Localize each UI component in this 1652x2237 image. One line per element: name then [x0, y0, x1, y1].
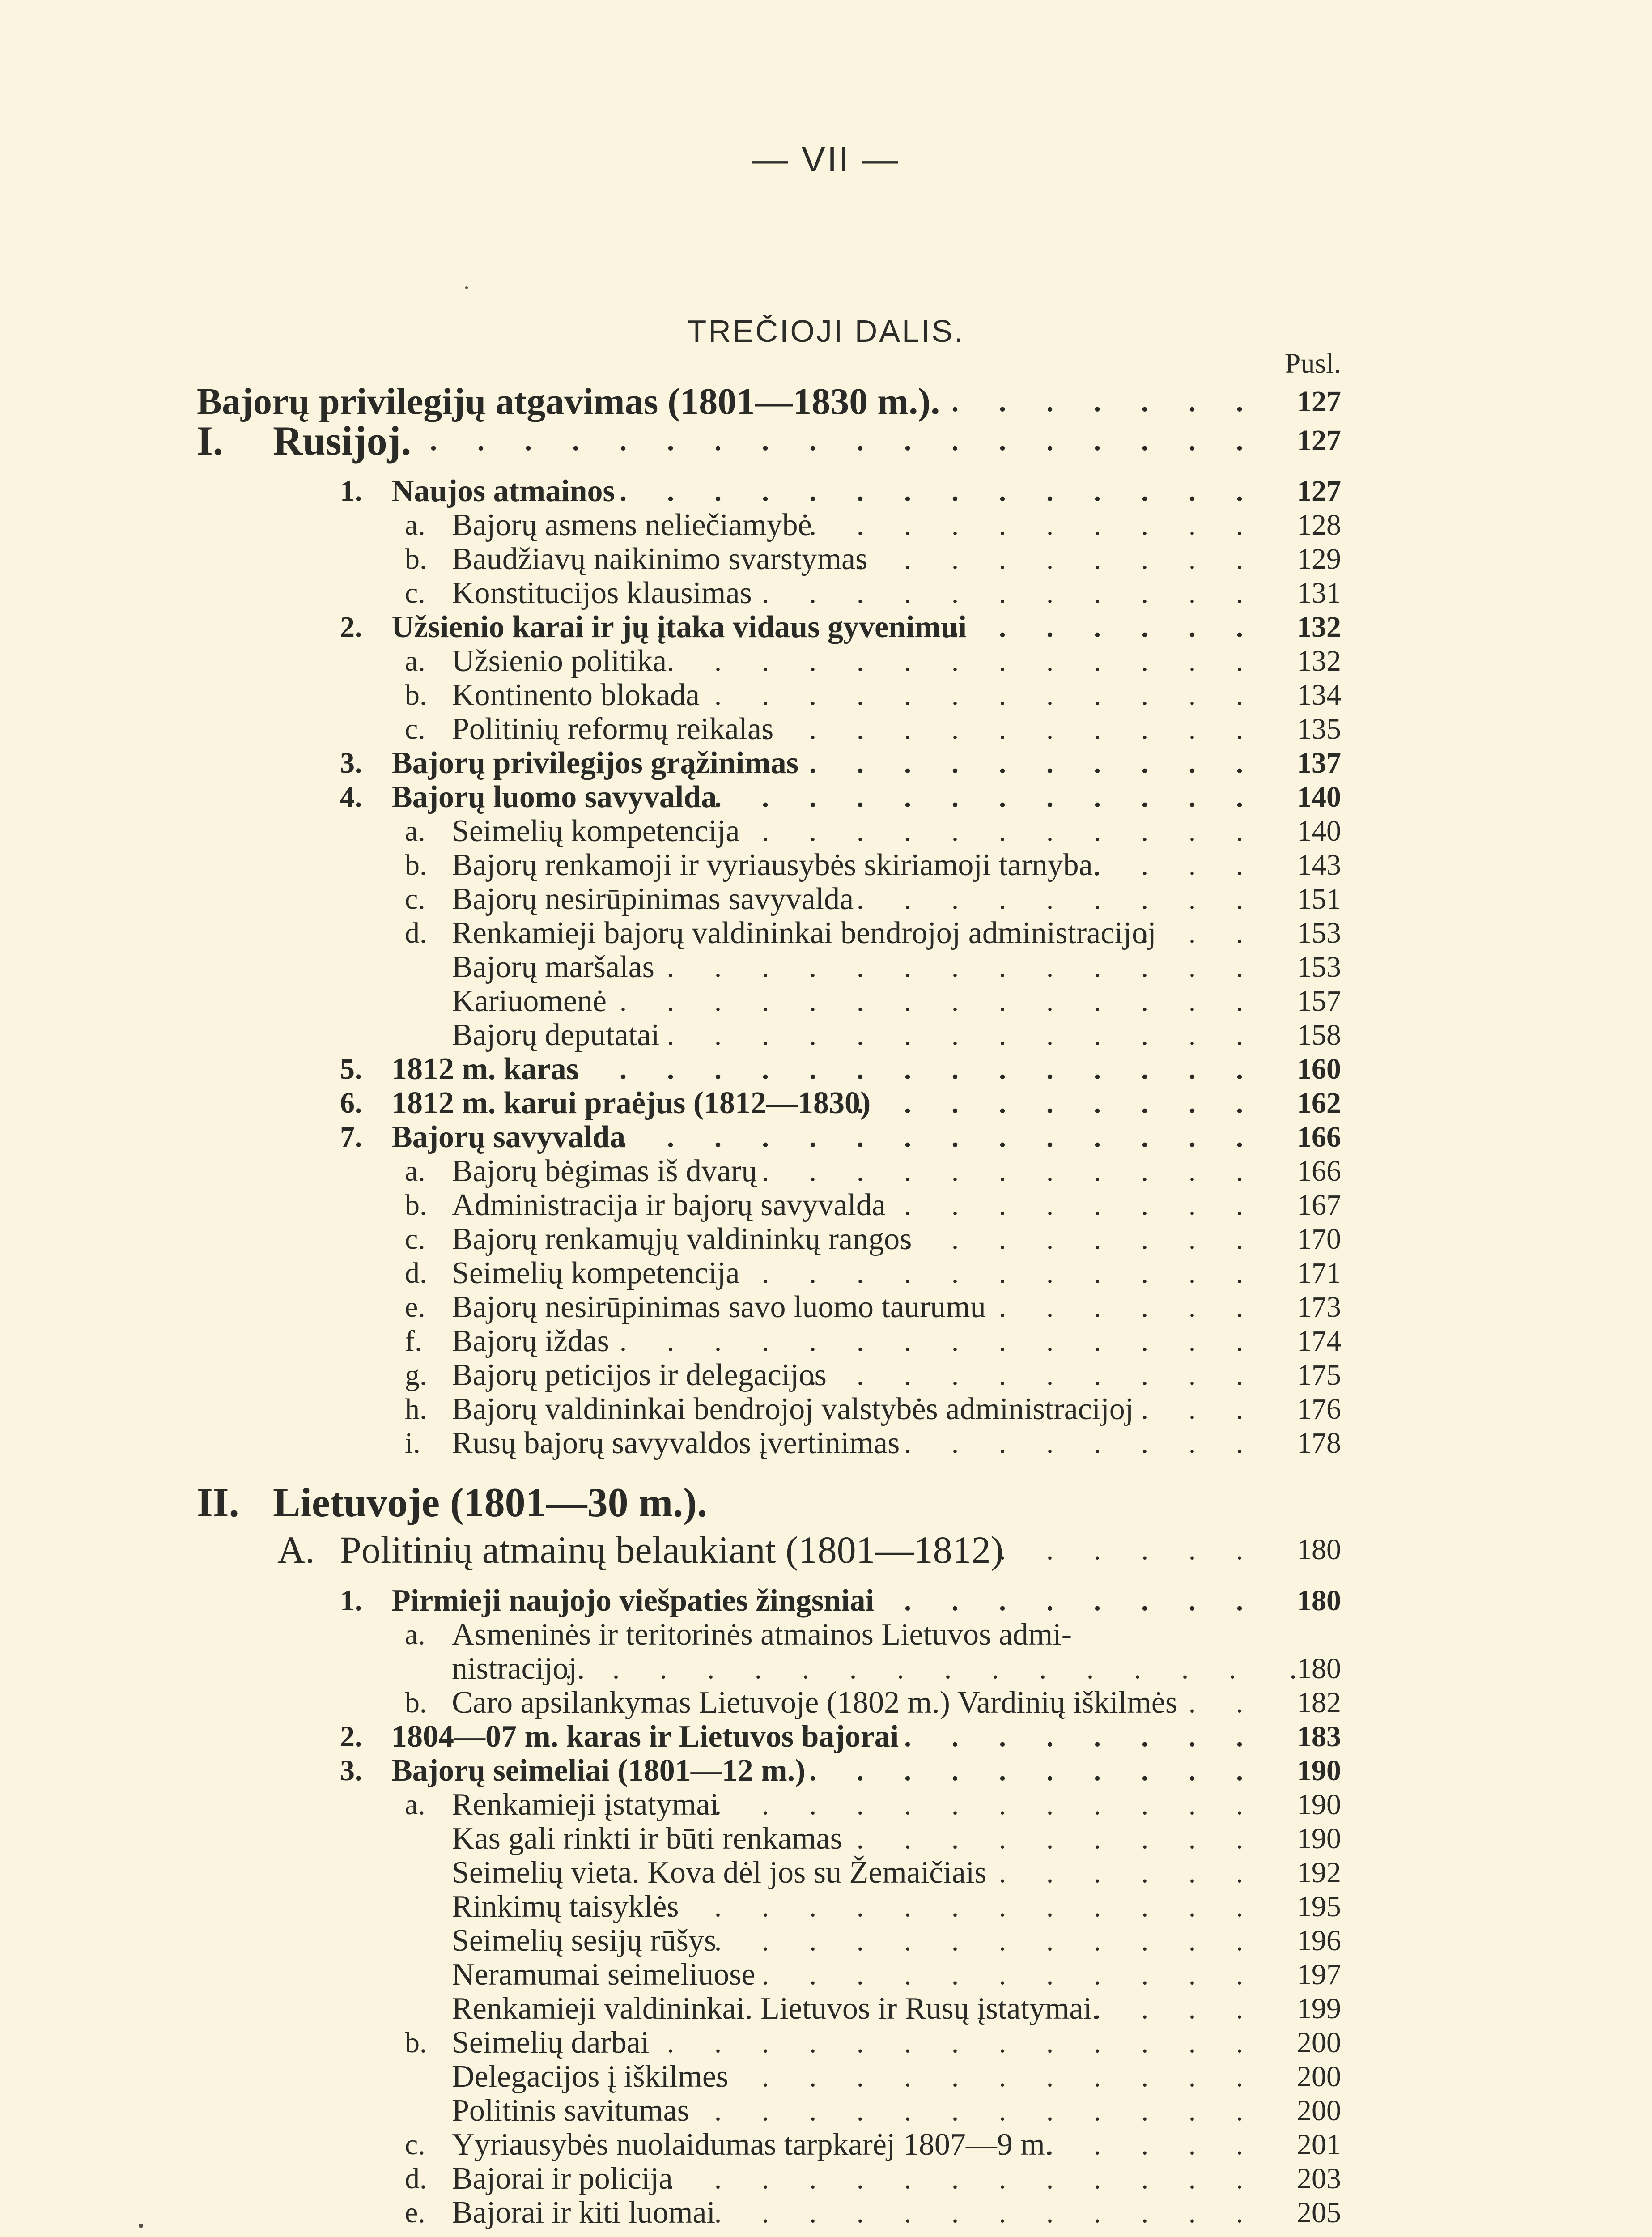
toc-page-number: 127	[1297, 424, 1341, 457]
toc-entry-number: b.	[405, 1686, 427, 1719]
toc-entry-title: Baudžiavų naikinimo svarstymas	[452, 542, 868, 576]
toc-entry-title: Užsienio karai ir jų įtaka vidaus gyvenimui	[391, 610, 967, 644]
toc-entry-number: c.	[405, 883, 425, 915]
toc-entry-title: Bajorų maršalas	[452, 950, 654, 984]
toc-entry-number: d.	[405, 2162, 427, 2195]
dot-leader: ...	[1141, 917, 1283, 949]
toc-entry	[0, 1017, 1652, 1053]
toc-entry-number: 2.	[340, 1720, 362, 1753]
toc-entry-number: a.	[405, 1788, 425, 1821]
toc-entry-number: i.	[405, 1427, 420, 1459]
toc-entry-title: 1812 m. karas	[391, 1052, 579, 1086]
toc-entry-title: Kas gali rinkti ir būti renkamas	[452, 1821, 842, 1856]
toc-page-number: 190	[1297, 1788, 1341, 1821]
toc-entry	[0, 949, 1652, 985]
toc-page-number: 200	[1297, 2094, 1341, 2127]
toc-entry-title: Bajorų renkamoji ir vyriausybės skiriamoji tarnyba.	[452, 848, 1101, 882]
toc-entry-title: 1812 m. karui praėjus (1812—1830)	[391, 1086, 871, 1120]
toc-page-number: 183	[1297, 1720, 1341, 1753]
toc-page-number: 196	[1297, 1924, 1341, 1957]
toc-entry-number: h.	[405, 1393, 427, 1425]
toc-entry-title: Konstitucijos klausimas	[452, 576, 752, 610]
toc-entry-number: 3.	[340, 1754, 362, 1787]
toc-entry-number: 5.	[340, 1053, 362, 1085]
toc-entry-title: Rusų bajorų savyvaldos įvertinimas	[452, 1426, 900, 1460]
toc-entry	[0, 2025, 1652, 2061]
toc-entry-title: Bajorų renkamųjų valdininkų rangos	[452, 1222, 912, 1256]
dot-leader: ......	[999, 1291, 1283, 1323]
toc-entry-number: 2.	[340, 611, 362, 643]
dot-leader: ......	[999, 1534, 1283, 1565]
toc-page-number: 129	[1297, 543, 1341, 575]
toc-entry	[0, 1719, 1652, 1755]
toc-entry	[0, 1889, 1652, 1925]
toc-entry-title: Lietuvoje (1801—30 m.).	[273, 1480, 707, 1525]
toc-entry-number: 1.	[340, 1584, 362, 1617]
toc-entry-title: nistracijoj.	[452, 1651, 585, 1686]
toc-entry-number: d.	[405, 1257, 427, 1289]
dot-leader: ..............	[620, 1121, 1283, 1153]
toc-entry-number: b.	[405, 1189, 427, 1221]
toc-entry-title: Bajorų privilegijų atgavimas (1801—1830 m.).	[197, 381, 940, 422]
toc-entry-number: e.	[405, 2196, 425, 2229]
dot-leader: ..	[1189, 1687, 1283, 1718]
toc-entry-number: A.	[277, 1528, 315, 1571]
dot-leader: ....	[1094, 1993, 1283, 2024]
dot-leader: .........	[857, 543, 1283, 575]
dot-leader: .........	[857, 1087, 1283, 1119]
dot-leader: ...........	[762, 1959, 1283, 1990]
toc-page-number: .180	[1289, 1652, 1341, 1685]
toc-page-number: 128	[1297, 509, 1341, 541]
toc-page-number: 143	[1297, 849, 1341, 881]
toc-entry-number: 4.	[340, 781, 362, 813]
toc-entry-title: Neramumai seimeliuose	[452, 1957, 756, 1992]
toc-entry-title: Bajorų deputatai	[452, 1018, 660, 1052]
dot-leader: .........	[857, 1823, 1283, 1854]
paper-speck	[139, 2224, 143, 2228]
toc-entry-number: g.	[405, 1359, 427, 1391]
dot-leader: .......	[951, 611, 1283, 643]
toc-page-number: 174	[1297, 1325, 1341, 1357]
dot-leader: .............	[667, 2163, 1283, 2194]
toc-entry	[0, 541, 1652, 577]
toc-entry	[0, 1991, 1652, 2027]
dot-leader: ..........	[809, 509, 1283, 541]
dot-leader: ..............	[620, 985, 1283, 1017]
dot-leader: ...............	[572, 1053, 1283, 1085]
dot-leader: ...........	[762, 815, 1283, 847]
toc-page-number: 167	[1297, 1189, 1341, 1221]
toc-page-number: 178	[1297, 1427, 1341, 1459]
toc-entry-title: Bajorų valdininkai bendrojoj valstybės administracijoj	[452, 1392, 1134, 1426]
toc-entry-number: a.	[405, 1618, 425, 1651]
toc-entry-title: Bajorų iždas	[452, 1324, 609, 1358]
toc-page-number: 192	[1297, 1856, 1341, 1889]
toc-page-number: 175	[1297, 1359, 1341, 1391]
toc-entry-title: Rinkimų taisyklės	[452, 1889, 679, 1924]
toc-page-number: 205	[1297, 2196, 1341, 2229]
toc-entry-title: Seimelių kompetencija	[452, 814, 740, 848]
toc-page-number: 131	[1297, 577, 1341, 609]
toc-entry	[0, 915, 1652, 951]
dot-leader: ......	[999, 1857, 1283, 1888]
toc-page-number: 127	[1297, 475, 1341, 507]
toc-entry	[0, 1787, 1652, 1823]
dot-leader: ..............	[620, 475, 1283, 507]
toc-entry	[0, 677, 1652, 713]
toc-entry	[0, 779, 1652, 815]
toc-page-number: 153	[1297, 951, 1341, 983]
dot-leader: ........	[904, 1223, 1283, 1255]
toc-entry-title: 1804—07 m. karas ir Lietuvos bajorai	[391, 1719, 899, 1754]
toc-entry	[0, 745, 1652, 781]
toc-entry-number: a.	[405, 815, 425, 847]
dot-leader: ..........	[809, 1359, 1283, 1391]
dot-leader: ..................	[430, 425, 1283, 456]
toc-entry-title: Užsienio politika	[452, 644, 667, 678]
toc-entry-number: 1.	[340, 475, 362, 507]
toc-page-number: 171	[1297, 1257, 1341, 1289]
dot-leader: ............	[714, 2197, 1283, 2228]
toc-entry	[0, 2127, 1652, 2163]
toc-entry-number: d.	[405, 917, 427, 949]
toc-entry	[0, 473, 1652, 509]
toc-entry	[0, 1821, 1652, 1857]
toc-entry-title: Renkamieji bajorų valdininkai bendrojoj administracijoj	[452, 916, 1156, 950]
toc-entry-title: Rusijoj.	[273, 418, 412, 464]
toc-entry	[0, 381, 1652, 422]
toc-page-number: 134	[1297, 679, 1341, 711]
toc-page-number: 182	[1297, 1686, 1341, 1719]
toc-entry	[0, 2059, 1652, 2095]
toc-page-number: 200	[1297, 2026, 1341, 2059]
toc-entry-title: Bajorų asmens neliečiamybė	[452, 508, 812, 542]
toc-page-number: 162	[1297, 1087, 1341, 1119]
toc-entry	[0, 575, 1652, 611]
toc-page-number: 195	[1297, 1890, 1341, 1923]
toc-entry	[0, 1528, 1652, 1571]
toc-page-number: 190	[1297, 1822, 1341, 1855]
dot-leader: .............	[667, 645, 1283, 677]
toc-entry-number: b.	[405, 679, 427, 711]
toc-entry-number: c.	[405, 1223, 425, 1255]
toc-entry	[0, 1425, 1652, 1461]
toc-entry-title: Politinis savitumas	[452, 2093, 689, 2128]
toc-entry	[0, 1153, 1652, 1189]
toc-page-number: 190	[1297, 1754, 1341, 1787]
toc-entry-title: Bajorai ir kiti luomai	[452, 2195, 716, 2230]
toc-entry	[0, 1480, 1652, 1525]
toc-entry-title: Bajorai ir policija	[452, 2161, 673, 2196]
toc-entry	[0, 2195, 1652, 2231]
toc-entry-title: Seimelių sesijų rūšys	[452, 1923, 717, 1958]
toc-entry-number: II.	[197, 1480, 239, 1525]
page-column-label: Pusl.	[1284, 347, 1341, 379]
toc-entry-number: b.	[405, 2026, 427, 2059]
toc-page-number: 166	[1297, 1155, 1341, 1187]
toc-entry	[0, 881, 1652, 917]
toc-entry-title: Bajorų peticijos ir delegacijos	[452, 1358, 827, 1392]
dot-leader: ............	[714, 781, 1283, 813]
toc-entry-title: Bajorų nesirūpinimas savo luomo taurumu	[452, 1290, 986, 1324]
toc-page-number: 132	[1297, 611, 1341, 643]
dot-leader: ............	[714, 1925, 1283, 1956]
toc-entry	[0, 1289, 1652, 1325]
dot-leader: .............	[667, 1891, 1283, 1922]
toc-entry-number: c.	[405, 577, 425, 609]
toc-page-number: 197	[1297, 1958, 1341, 1991]
dot-leader: ............	[714, 1789, 1283, 1820]
toc-entry	[0, 2161, 1652, 2197]
dot-leader: .............	[667, 2027, 1283, 2058]
dot-leader: .............	[667, 1019, 1283, 1051]
toc-entry	[0, 1391, 1652, 1427]
toc-page-number: 201	[1297, 2128, 1341, 2161]
toc-page-number: 173	[1297, 1291, 1341, 1323]
dot-leader: ..............	[620, 1325, 1283, 1357]
toc-page-number: 158	[1297, 1019, 1341, 1051]
toc-entry	[0, 1357, 1652, 1393]
toc-entry-number: a.	[405, 645, 425, 677]
dot-leader: ........	[904, 1721, 1283, 1752]
dot-leader: ...............	[565, 1653, 1276, 1684]
toc-entry-title: Seimelių darbai	[452, 2025, 650, 2060]
toc-entry	[0, 1051, 1652, 1087]
toc-entry-title: Bajorų seimeliai (1801—12 m.)	[391, 1753, 806, 1788]
toc-entry-title: Renkamieji įstatymai	[452, 1787, 719, 1822]
toc-entry-title: Politinių atmainų belaukiant (1801—1812)	[340, 1528, 1004, 1571]
toc-entry	[0, 2093, 1652, 2129]
dot-leader: .........	[857, 1585, 1283, 1616]
toc-entry-number: c.	[405, 2128, 425, 2161]
toc-entry-title: Pirmieji naujojo viešpaties žingsniai	[391, 1583, 875, 1618]
toc-page-number: 170	[1297, 1223, 1341, 1255]
dot-leader: ........	[904, 1427, 1283, 1459]
toc-page-number: 132	[1297, 645, 1341, 677]
toc-page-number: 137	[1297, 747, 1341, 779]
toc-entry-title: Administracija ir bajorų savyvalda	[452, 1188, 886, 1222]
dot-leader: .............	[667, 2095, 1283, 2126]
toc-entry-title: Politinių reformų reikalas	[452, 712, 774, 746]
dot-leader: .....	[1046, 2129, 1283, 2160]
toc-entry	[0, 1323, 1652, 1359]
toc-entry	[0, 1255, 1652, 1291]
dot-leader: .............	[667, 951, 1283, 983]
dot-leader: ........	[904, 1189, 1283, 1221]
toc-entry	[0, 983, 1652, 1019]
toc-entry	[0, 1085, 1652, 1121]
toc-entry	[0, 1119, 1652, 1155]
toc-entry-number: 3.	[340, 747, 362, 779]
toc-entry	[0, 643, 1652, 679]
toc-page-number: 135	[1297, 713, 1341, 745]
dot-leader: ..........	[809, 1755, 1283, 1786]
toc-entry-title: Seimelių kompetencija	[452, 1256, 740, 1290]
dot-leader: ...........	[762, 713, 1283, 745]
toc-page-number: 180	[1297, 1533, 1341, 1566]
toc-page-number: 127	[1297, 385, 1341, 418]
dot-leader: .........	[857, 883, 1283, 915]
toc-page-number: 160	[1297, 1053, 1341, 1085]
toc-entry-title: Naujos atmainos	[391, 474, 615, 508]
toc-entry-title: Yyriausybės nuolaidumas tarpkarėj 1807—9 m.	[452, 2127, 1053, 2162]
toc-entry	[0, 711, 1652, 747]
dot-leader: ....	[1094, 849, 1283, 881]
toc-entry	[0, 1221, 1652, 1257]
toc-entry	[0, 1957, 1652, 1993]
toc-entry-title: Asmeninės ir teritorinės atmainos Lietuvos admi-	[452, 1617, 1072, 1652]
toc-entry-title: Bajorų bėgimas iš dvarų	[452, 1154, 757, 1188]
toc-page-number: 176	[1297, 1393, 1341, 1425]
page-number-roman: — VII —	[752, 139, 900, 179]
dot-leader: ............	[714, 679, 1283, 711]
toc-entry-number: a.	[405, 1155, 425, 1187]
toc-entry	[0, 1685, 1652, 1721]
dot-leader: ............	[714, 2061, 1283, 2092]
toc-entry-title: Seimelių vieta. Kova dėl jos su Žemaičiais	[452, 1855, 987, 1890]
toc-entry-number: a.	[405, 509, 425, 541]
toc-entry-title: Bajorų nesirūpinimas savyvalda	[452, 882, 854, 916]
dot-leader: ..........	[809, 747, 1283, 779]
dot-leader: ...........	[762, 1257, 1283, 1289]
toc-entry-title: Kariuomenė	[452, 984, 607, 1018]
toc-entry-number: 6.	[340, 1087, 362, 1119]
toc-entry	[0, 1583, 1652, 1619]
toc-entry	[0, 847, 1652, 883]
toc-entry-number: 7.	[340, 1121, 362, 1153]
toc-page-number: 166	[1297, 1121, 1341, 1153]
toc-entry	[0, 1855, 1652, 1891]
toc-page-number: 153	[1297, 917, 1341, 949]
toc-entry	[0, 418, 1652, 464]
toc-entry-title: Kontinento blokada	[452, 678, 700, 712]
toc-entry-title: Renkamieji valdininkai. Lietuvos ir Rusų įstatymai.	[452, 1991, 1100, 2026]
dot-leader: ...........	[762, 577, 1283, 609]
part-title: TREČIOJI DALIS.	[687, 314, 965, 349]
toc-entry-number: b.	[405, 543, 427, 575]
toc-entry-title: Bajorų luomo savyvalda	[391, 780, 717, 814]
toc-entry-title: Bajorų savyvalda	[391, 1120, 626, 1154]
dot-leader: ...	[1141, 1393, 1283, 1425]
toc-page-number: 199	[1297, 1992, 1341, 2025]
toc-page-number: 140	[1297, 781, 1341, 813]
toc-entry	[0, 1187, 1652, 1223]
paper-speck	[465, 286, 468, 289]
toc-entry-number: c.	[405, 713, 425, 745]
toc-entry	[0, 1923, 1652, 1959]
toc-page-number: 203	[1297, 2162, 1341, 2195]
toc-entry-number: b.	[405, 849, 427, 881]
toc-entry-number: e.	[405, 1291, 425, 1323]
toc-entry	[0, 1753, 1652, 1789]
toc-entry	[0, 507, 1652, 543]
toc-page-number: 140	[1297, 815, 1341, 847]
toc-entry	[0, 609, 1652, 645]
toc-entry-number: I.	[197, 418, 223, 464]
toc-page-number: 180	[1297, 1584, 1341, 1617]
toc-entry-number: f.	[405, 1325, 422, 1357]
toc-page-number: 200	[1297, 2060, 1341, 2093]
toc-entry	[0, 1651, 1652, 1687]
toc-entry-title: Delegacijos į iškilmes	[452, 2059, 729, 2094]
dot-leader: ...........	[762, 1155, 1283, 1187]
toc-entry-title: Caro apsilankymas Lietuvoje (1802 m.) Vardinių iškilmės	[452, 1685, 1178, 1720]
toc-entry-title: Bajorų privilegijos grąžinimas	[391, 746, 798, 780]
dot-leader: .......	[951, 386, 1283, 417]
toc-entry	[0, 1617, 1652, 1653]
toc-page-number: 157	[1297, 985, 1341, 1017]
toc-page-number: 151	[1297, 883, 1341, 915]
toc-entry	[0, 813, 1652, 849]
